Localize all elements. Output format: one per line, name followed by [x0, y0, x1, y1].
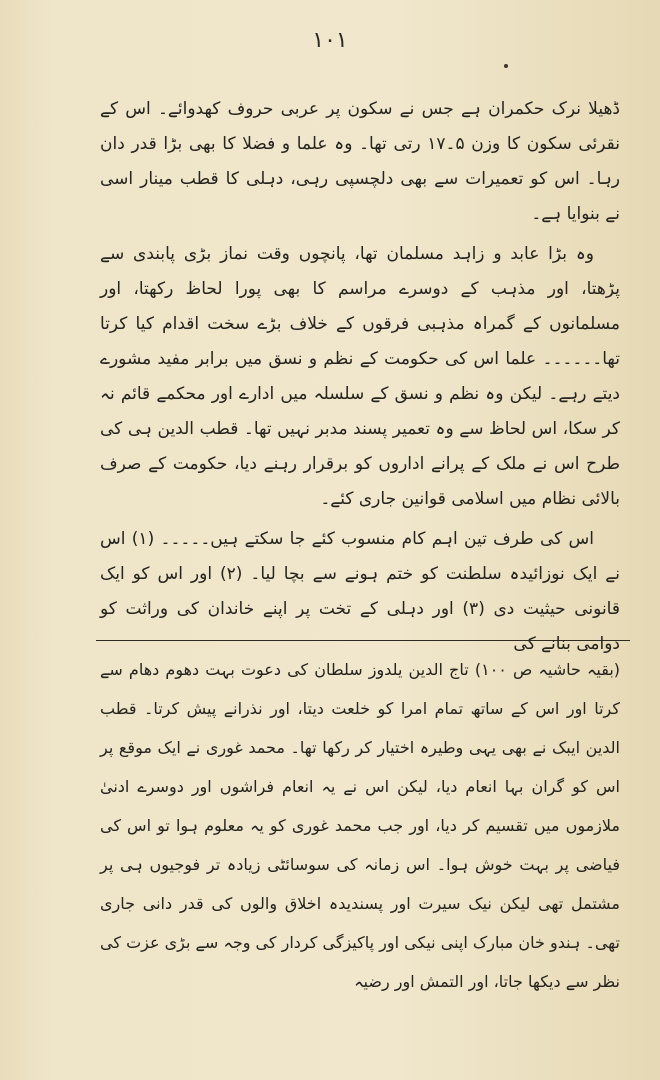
paragraph-2: وہ بڑا عابد و زاہد مسلمان تھا، پانچوں وقت نماز بڑی پابندی سے پڑھتا، اور مذہب کے دوسرے مراسم کا بھی پورا لحاظ رکھتا، اور مسلمانوں کے گمراہ مذہبی فرقوں کے خلاف بڑے سخت اقدام کیا کرتا تھا۔۔۔۔۔۔ علما اس کی حکومت کے نظم و نسق میں برابر مفید مشورے دیتے رہے۔ لیکن وہ نظم و نسق کے سلسلہ میں ادارے اور محکمے قائم نہ کر سکا، اس لحاظ سے وہ تعمیر پسند مدبر نہیں تھا۔ قطب الدین ہی کی طرح اس نے ملک کے پرانے اداروں کو برقرار رہنے دیا، حکومت کے صرف بالائی نظام میں اسلامی قوانین جاری کئے۔: [100, 244, 620, 509]
main-text: [100, 92, 620, 667]
paragraph-3: اس کی طرف تین اہم کام منسوب کئے جا سکتے ہیں۔۔۔۔۔ (۱) اس نے ایک نوزائیدہ سلطنت کو ختم ہونے سے بچا لیا۔ (۲) اور اس کو ایک قانونی حیثیت دی (۳) اور دہلی کے تخت پر اپنے خاندان کی وراثت کو دوامی بنانے کی: [100, 529, 620, 654]
ink-dot: [504, 64, 508, 68]
paragraph-1: ڈھیلا نرک حکمران ہے جس نے سکون پر عربی حروف کھدوائے۔ اس کے نقرئی سکون کا وزن ۵۔۱۷ رتی تھا۔ وہ علما و فضلا کا بھی بڑا قدر دان رہا۔ اس کو تعمیرات سے بھی دلچسپی رہی، دہلی کا قطب مینار اسی نے بنوایا ہے۔: [100, 99, 620, 224]
page-number: ١٠١: [312, 28, 348, 53]
footnote-text: (بقیہ حاشیہ ص ۱۰۰) تاج الدین یلدوز سلطان کی دعوت بہت دھوم دھام سے کرتا اور اس کے ساتھ تمام امرا کو خلعت دیتا، اور نذرانے پیش کرتا۔ قطب الدین ایبک نے بھی یہی وطیرہ اختیار کر رکھا تھا۔ محمد غوری نے ایک موقع پر اس کو گران بہا انعام دیا، لیکن اس نے یہ انعام فراشوں اور دوسرے ادنیٰ ملازموں میں تقسیم کر دیا، اور جب محمد غوری کو یہ معلوم ہوا تو اس کی فیاضی پر بہت خوش ہوا۔ اس زمانہ کی سوسائٹی زیادہ تر فوجیوں ہی پر مشتمل تھی لیکن نیک سیرت اور پسندیدہ اخلاق والوں کی قدر دانی جاری تھی۔ ہندو خان مبارک اپنی نیکی اور پاکیزگی کردار کی وجہ سے بڑی عزت کی نظر سے دیکھا جاتا، اور التمش اور رضیہ: [100, 660, 621, 991]
footnote-divider: [96, 640, 630, 641]
footnote: [100, 650, 620, 1001]
